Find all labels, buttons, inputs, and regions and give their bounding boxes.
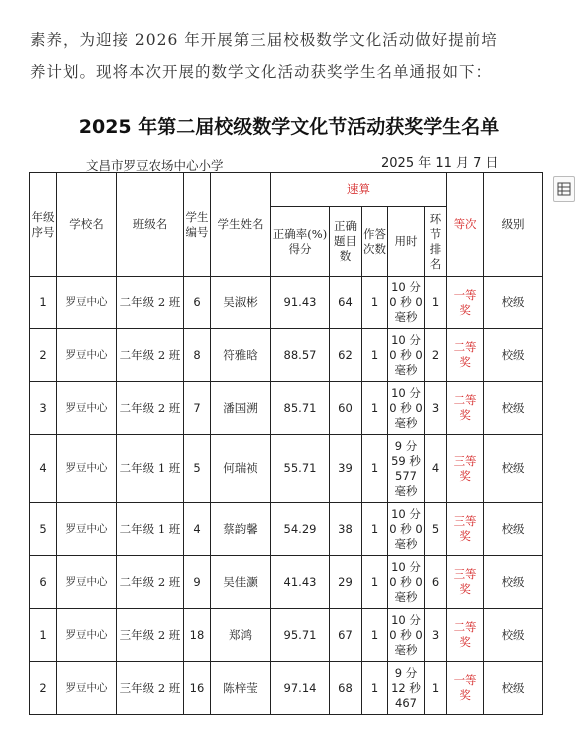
header-speed-group: 速算 — [271, 173, 447, 207]
cell-time: 10 分 0 秒 0 毫秒 — [388, 503, 425, 556]
cell-accuracy: 55.71 — [271, 435, 330, 503]
cell-award: 一等奖 — [447, 662, 484, 715]
cell-grade-no: 2 — [30, 662, 57, 715]
cell-rank: 6 — [425, 556, 447, 609]
cell-grade-no: 1 — [30, 277, 57, 329]
cell-award: 二等奖 — [447, 329, 484, 382]
table-row — [30, 277, 543, 329]
cell-grade-no: 1 — [30, 609, 57, 662]
cell-time: 10 分 0 秒 0 毫秒 — [388, 329, 425, 382]
intro-line-1: 素养，为迎接 2026 年开展第三届校极数学文化活动做好提前培 — [30, 31, 498, 49]
cell-rank: 3 — [425, 609, 447, 662]
header-name: 学生姓名 — [211, 173, 271, 277]
intro-paragraph — [30, 24, 550, 88]
cell-rank: 2 — [425, 329, 447, 382]
cell-rank: 3 — [425, 382, 447, 435]
cell-student-name: 符雅晗 — [211, 329, 271, 382]
cell-student-no: 7 — [184, 382, 211, 435]
header-level: 级别 — [484, 173, 543, 277]
cell-level: 校级 — [484, 382, 543, 435]
cell-grade-no: 3 — [30, 382, 57, 435]
cell-school: 罗豆中心 — [57, 609, 117, 662]
cell-school: 罗豆中心 — [57, 503, 117, 556]
cell-class: 二年级 1 班 — [117, 503, 184, 556]
table-row — [30, 662, 543, 715]
header-grade-no: 年级序号 — [30, 173, 57, 277]
cell-accuracy: 88.57 — [271, 329, 330, 382]
cell-time: 9 分 12 秒 467 — [388, 662, 425, 715]
cell-school: 罗豆中心 — [57, 277, 117, 329]
cell-award: 三等奖 — [447, 503, 484, 556]
cell-rank: 5 — [425, 503, 447, 556]
cell-student-no: 18 — [184, 609, 211, 662]
award-table — [29, 172, 543, 715]
school-name: 文昌市罗豆农场中心小学 — [86, 158, 224, 173]
cell-correct: 62 — [330, 329, 362, 382]
cell-level: 校级 — [484, 503, 543, 556]
cell-student-no: 16 — [184, 662, 211, 715]
cell-student-no: 9 — [184, 556, 211, 609]
cell-award: 三等奖 — [447, 435, 484, 503]
table-icon[interactable] — [553, 176, 575, 202]
cell-correct: 64 — [330, 277, 362, 329]
header-time: 用时 — [388, 207, 425, 277]
cell-accuracy: 54.29 — [271, 503, 330, 556]
cell-time: 10 分 0 秒 0 毫秒 — [388, 382, 425, 435]
table-body — [30, 277, 543, 715]
cell-attempts: 1 — [362, 662, 388, 715]
cell-school: 罗豆中心 — [57, 556, 117, 609]
cell-student-name: 何瑞祯 — [211, 435, 271, 503]
cell-time: 10 分 0 秒 0 毫秒 — [388, 556, 425, 609]
header-class: 班级名 — [117, 173, 184, 277]
cell-student-no: 5 — [184, 435, 211, 503]
cell-grade-no: 6 — [30, 556, 57, 609]
table-row — [30, 609, 543, 662]
cell-level: 校级 — [484, 277, 543, 329]
cell-time: 10 分 0 秒 0 毫秒 — [388, 277, 425, 329]
cell-time: 10 分 0 秒 0 毫秒 — [388, 609, 425, 662]
cell-correct: 39 — [330, 435, 362, 503]
cell-grade-no: 2 — [30, 329, 57, 382]
header-school: 学校名 — [57, 173, 117, 277]
cell-accuracy: 91.43 — [271, 277, 330, 329]
cell-level: 校级 — [484, 609, 543, 662]
cell-attempts: 1 — [362, 503, 388, 556]
cell-class: 二年级 2 班 — [117, 329, 184, 382]
cell-class: 二年级 1 班 — [117, 435, 184, 503]
table-row — [30, 503, 543, 556]
cell-class: 二年级 2 班 — [117, 382, 184, 435]
cell-class: 二年级 2 班 — [117, 556, 184, 609]
header-attempts: 作答次数 — [362, 207, 388, 277]
cell-award: 二等奖 — [447, 609, 484, 662]
cell-student-name: 潘国溯 — [211, 382, 271, 435]
cell-grade-no: 5 — [30, 503, 57, 556]
table-icon-glyph — [557, 182, 571, 196]
cell-level: 校级 — [484, 435, 543, 503]
table-header — [30, 173, 543, 277]
cell-attempts: 1 — [362, 556, 388, 609]
header-award: 等次 — [447, 173, 484, 277]
cell-accuracy: 97.14 — [271, 662, 330, 715]
header-rank: 环节排名 — [425, 207, 447, 277]
cell-school: 罗豆中心 — [57, 329, 117, 382]
cell-correct: 68 — [330, 662, 362, 715]
cell-correct: 38 — [330, 503, 362, 556]
cell-accuracy: 41.43 — [271, 556, 330, 609]
cell-school: 罗豆中心 — [57, 662, 117, 715]
cell-attempts: 1 — [362, 382, 388, 435]
cell-correct: 60 — [330, 382, 362, 435]
cell-attempts: 1 — [362, 277, 388, 329]
cell-time: 9 分 59 秒 577 毫秒 — [388, 435, 425, 503]
cell-attempts: 1 — [362, 435, 388, 503]
cell-attempts: 1 — [362, 609, 388, 662]
cell-student-no: 6 — [184, 277, 211, 329]
cell-rank: 1 — [425, 662, 447, 715]
cell-student-no: 4 — [184, 503, 211, 556]
cell-student-name: 郑鸿 — [211, 609, 271, 662]
cell-rank: 1 — [425, 277, 447, 329]
cell-student-name: 蔡韵馨 — [211, 503, 271, 556]
cell-rank: 4 — [425, 435, 447, 503]
cell-student-name: 吴淑彬 — [211, 277, 271, 329]
cell-student-name: 吴佳灏 — [211, 556, 271, 609]
cell-student-name: 陈梓莹 — [211, 662, 271, 715]
cell-attempts: 1 — [362, 329, 388, 382]
document-title: 2025 年第二届校级数学文化节活动获奖学生名单 — [78, 116, 500, 138]
header-student-no: 学生编号 — [184, 173, 211, 277]
table-row — [30, 329, 543, 382]
table-row — [30, 435, 543, 503]
cell-correct: 67 — [330, 609, 362, 662]
cell-class: 三年级 2 班 — [117, 662, 184, 715]
cell-school: 罗豆中心 — [57, 435, 117, 503]
header-accuracy: 正确率(%)得分 — [271, 207, 330, 277]
table-row — [30, 556, 543, 609]
cell-level: 校级 — [484, 556, 543, 609]
cell-accuracy: 85.71 — [271, 382, 330, 435]
cell-correct: 29 — [330, 556, 362, 609]
cell-level: 校级 — [484, 329, 543, 382]
document-date: 2025 年 11 月 7 日 — [381, 156, 499, 171]
intro-line-2: 养计划。现将本次开展的数学文化活动获奖学生名单通报如下： — [30, 63, 493, 81]
table-row — [30, 382, 543, 435]
cell-class: 三年级 2 班 — [117, 609, 184, 662]
cell-student-no: 8 — [184, 329, 211, 382]
cell-accuracy: 95.71 — [271, 609, 330, 662]
cell-school: 罗豆中心 — [57, 382, 117, 435]
cell-class: 二年级 2 班 — [117, 277, 184, 329]
cell-award: 三等奖 — [447, 556, 484, 609]
header-correct: 正确题目数 — [330, 207, 362, 277]
cell-level: 校级 — [484, 662, 543, 715]
cell-award: 一等奖 — [447, 277, 484, 329]
cell-grade-no: 4 — [30, 435, 57, 503]
cell-award: 二等奖 — [447, 382, 484, 435]
